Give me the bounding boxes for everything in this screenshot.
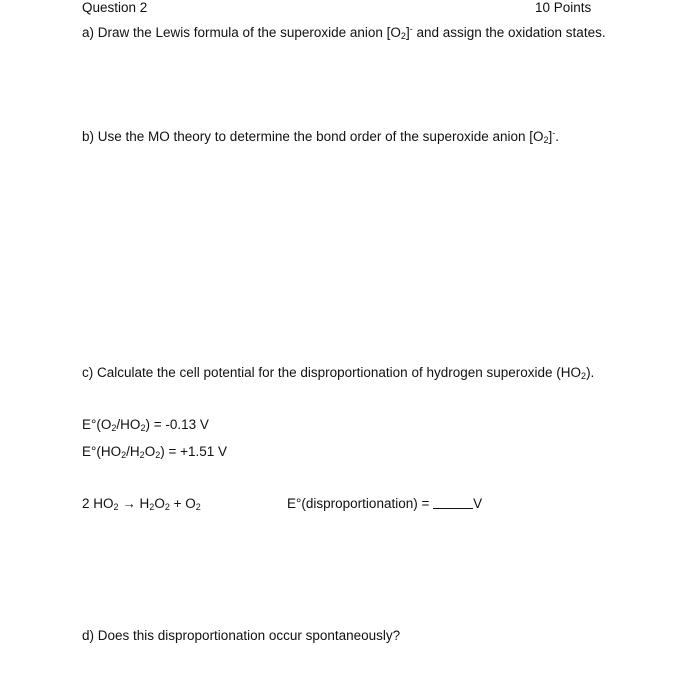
- question-title: Question 2: [82, 0, 148, 15]
- potential-o2-ho2: $E^\circ(O_2/HO_2) = -0.13$ V: [82, 417, 209, 433]
- part-a-question: a) Draw the Lewis formula of the superoxide anion $[O_2]^-$ and assign the oxidation states.: [82, 24, 606, 41]
- part-d-question: d) Does this disproportionation occur spontaneously?: [82, 628, 401, 643]
- points-label: 10 Points: [535, 0, 592, 15]
- potential-ho2-h2o2: $E^\circ(HO_2/H_2O_2) = +1.51$ V: [82, 444, 228, 460]
- answer-blank[interactable]: [433, 497, 473, 509]
- reaction-equation: 2 $HO_2 \to H_2O_2 + O_2$: [82, 496, 201, 512]
- arrow-icon: →: [122, 496, 136, 511]
- part-c-question: c) Calculate the cell potential for the disproportionation of hydrogen superoxide $(HO_2)$.: [82, 365, 595, 381]
- disproportionation-potential: E°(disproportionation) = V: [287, 496, 483, 511]
- part-b-question: b) Use the MO theory to determine the bond order of the superoxide anion $[O_2]^-$.: [82, 128, 560, 145]
